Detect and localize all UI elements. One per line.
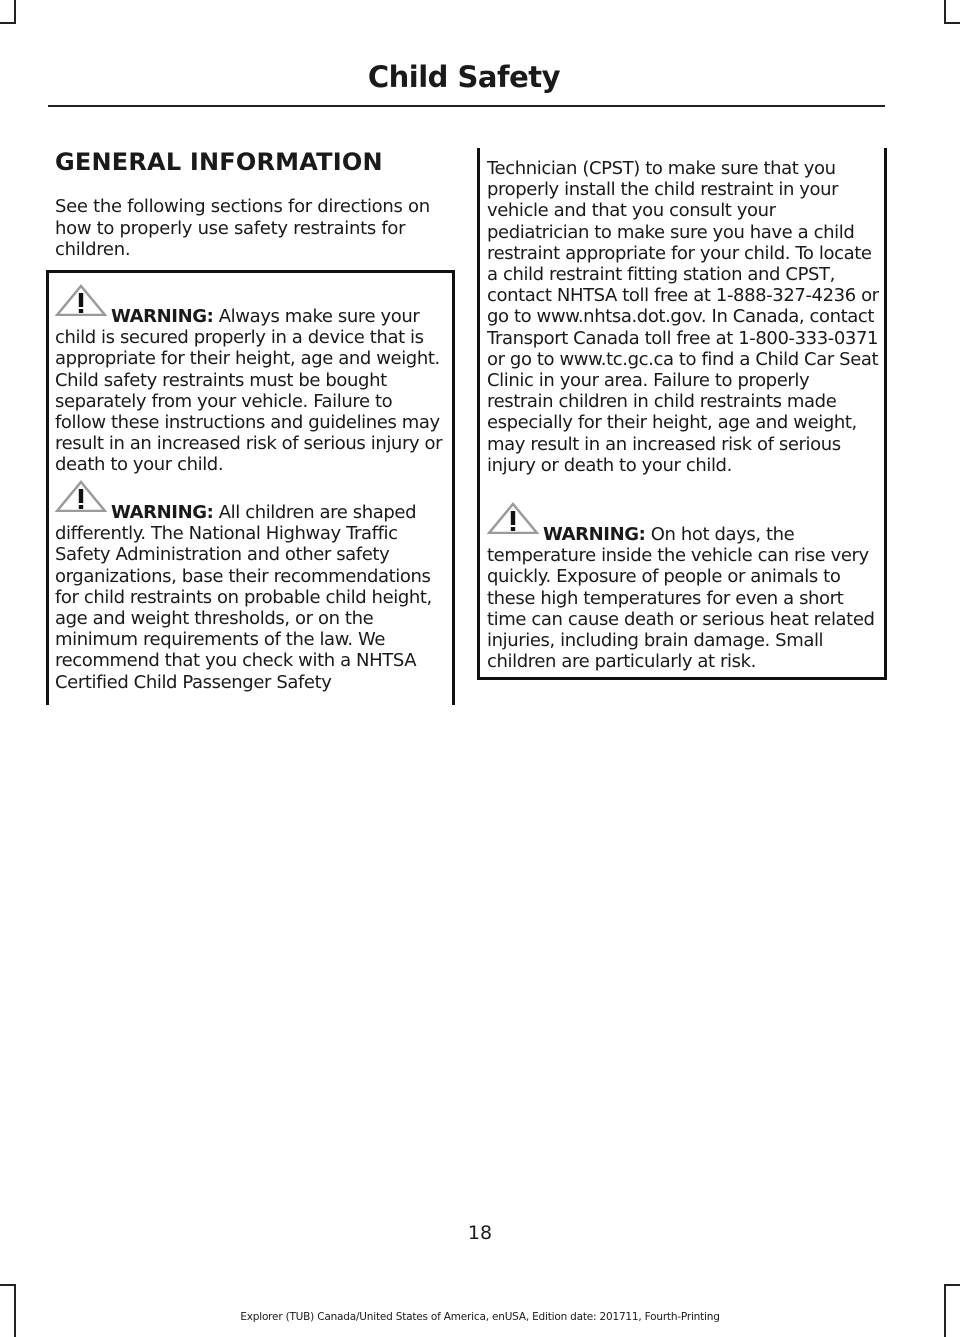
crop-mark bbox=[944, 1284, 960, 1286]
warning-label: WARNING: bbox=[111, 502, 214, 523]
warning-label: WARNING: bbox=[111, 306, 214, 327]
warning-block bbox=[487, 502, 880, 672]
warning-continued-text: Technician (CPST) to make sure that you properly install the child restraint in your vehicle and that you consult your pediatrician to make sure you have a child restraint appropriate for your child. To locate a child restraint fitting station and CPST, contact NHTSA toll free at 1-888-327-4236 or go to www.nhtsa.dot.gov. In Canada, contact Transport Canada toll free at 1-800-333-0371 or go to www.tc.gc.ca to find a Child Car Seat Clinic in your area. Failure to properly restrain children in child restraints made especially for their height, age and weight, may result in an increased risk of serious injury or death to your child. bbox=[487, 158, 879, 476]
warning-triangle-icon bbox=[55, 480, 107, 512]
footer-edition: Explorer (TUB) Canada/United States of America, enUSA, Edition date: 201711, Fourth-Printing bbox=[240, 1311, 720, 1323]
warning-text: All children are shaped differently. The National Highway Traffic Safety Administration and other safety organizations, base their recommendations for child restraints on probable child height, age and weight thresholds, or on the minimum requirements of the law. We recommend that you check with a NHTSA Certified Child Passenger Safety bbox=[55, 502, 432, 693]
intro-paragraph: See the following sections for directions on how to properly use safety restraints for children. bbox=[55, 196, 430, 260]
warning-triangle-icon bbox=[487, 502, 539, 534]
header-divider bbox=[48, 105, 885, 107]
crop-mark bbox=[944, 22, 960, 24]
warning-block bbox=[55, 284, 447, 476]
warning-triangle-icon bbox=[55, 284, 107, 316]
warning-text: On hot days, the temperature inside the vehicle can rise very quickly. Exposure of people or animals to these high temperatures for even a short time can cause death or serious heat related injuries, including brain damage. Small children are particularly at risk. bbox=[487, 524, 875, 673]
crop-mark bbox=[14, 0, 16, 22]
warning-block bbox=[55, 480, 447, 693]
crop-mark bbox=[0, 1284, 16, 1286]
page-header-title: Child Safety bbox=[367, 60, 560, 94]
crop-mark bbox=[0, 22, 16, 24]
warning-label: WARNING: bbox=[543, 524, 646, 545]
warning-text: Always make sure your child is secured properly in a device that is appropriate for their height, age and weight. Child safety restraints must be bought separately from your vehicle. Failure to follow these instructions and guidelines may result in an increased risk of serious injury or death to your child. bbox=[55, 306, 443, 476]
section-heading: GENERAL INFORMATION bbox=[55, 148, 383, 176]
crop-mark bbox=[944, 0, 946, 22]
page-number: 18 bbox=[467, 1222, 493, 1244]
